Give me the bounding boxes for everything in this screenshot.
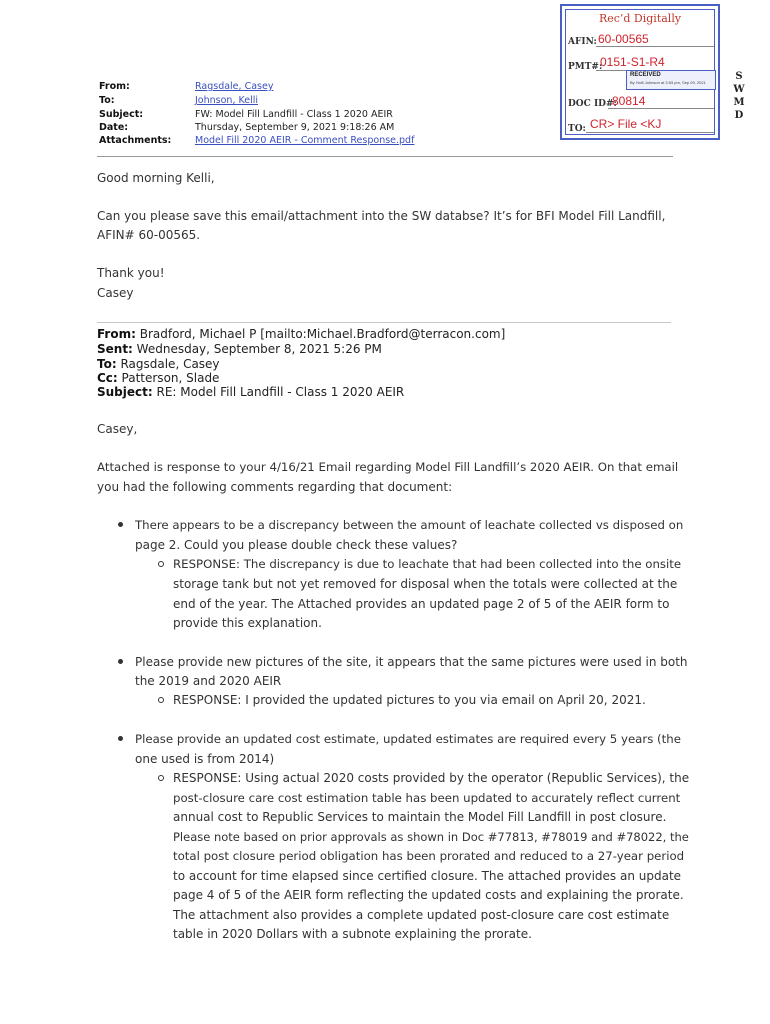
forward-subject xyxy=(97,385,404,399)
header-divider xyxy=(97,156,673,157)
forward-to xyxy=(97,357,220,371)
header-from-label: From: xyxy=(99,81,130,92)
stamp-afin-label: AFIN: xyxy=(568,37,597,47)
stamp-doc-line xyxy=(608,108,714,109)
stamp-to-label: TO: xyxy=(568,124,586,134)
forward-from xyxy=(97,327,505,341)
response-line: RESPONSE: Using actual 2020 costs provided by the operator (Republic Services), the xyxy=(173,771,690,785)
swmd-letter: D xyxy=(734,110,744,121)
bullet-ring xyxy=(158,561,164,567)
comment-line: Please provide new pictures of the site, it appears that the same pictures were used in both xyxy=(135,655,688,669)
comment-line: Please provide an updated cost estimate, updated estimates are required every 5 years (the xyxy=(135,732,681,746)
signoff-line: Casey xyxy=(97,286,134,300)
header-to-label: To: xyxy=(99,95,115,106)
stamp-pmt-value: 0151-S1-R4 xyxy=(600,55,665,69)
bullet-dot xyxy=(118,659,123,664)
bullet-dot xyxy=(118,522,123,527)
forward-divider xyxy=(97,322,671,323)
response-line: annual cost to Republic Services to maintain the Model Fill Landfill in post closure. xyxy=(173,810,667,824)
stamp-pmt-label: PMT#: xyxy=(568,62,603,72)
response-line: table in 2020 Dollars with a subnote explaining the prorate. xyxy=(173,927,532,941)
received-date-stamp xyxy=(626,70,716,90)
received-title: RECEIVED xyxy=(630,72,661,78)
header-subject-value: FW: Model Fill Landfill - Class 1 2020 AEIR xyxy=(195,109,393,120)
forward-from-label: From: xyxy=(97,327,136,341)
response-line: RESPONSE: The discrepancy is due to leachate that had been collected into the onsite xyxy=(173,557,682,571)
response-line: to account for time elapsed since certified closure. The attached provides an update xyxy=(173,869,682,883)
header-from-value[interactable]: Ragsdale, Casey xyxy=(195,81,274,92)
response-line: Please note based on prior approvals as shown in Doc #77813, #78019 and #78022, the xyxy=(173,830,689,844)
forward-sent-value: Wednesday, September 8, 2021 5:26 PM xyxy=(132,342,382,356)
header-date-label: Date: xyxy=(99,122,129,133)
response-line: total post closure period obligation has been prorated and reduced to a 27-year period xyxy=(173,849,685,863)
stamp-doc-value: 80814 xyxy=(612,94,646,108)
bullet-dot xyxy=(118,736,123,741)
swmd-letter: S xyxy=(735,71,743,82)
stamp-afin-value: 60-00565 xyxy=(598,32,649,46)
stamp-to-value: CR> File <KJ xyxy=(590,117,662,131)
salutation: Casey, xyxy=(97,422,138,436)
stamp-to-line xyxy=(586,132,714,133)
forward-from-value: Bradford, Michael P [mailto:Michael.Bradford@terracon.com] xyxy=(135,327,506,341)
forward-subject-value: RE: Model Fill Landfill - Class 1 2020 AEIR xyxy=(152,385,405,399)
forward-sent-label: Sent: xyxy=(97,342,133,356)
bullet-ring xyxy=(158,775,164,781)
forward-cc-label: Cc: xyxy=(97,371,118,385)
body-line: Attached is response to your 4/16/21 Email regarding Model Fill Landfill’s 2020 AEIR. On that email xyxy=(97,460,679,474)
response-line: storage tank but not yet removed for disposal when the totals were collected at the xyxy=(173,577,678,591)
bullet-ring xyxy=(158,697,164,703)
stamp-title: Rec’d Digitally xyxy=(598,12,682,25)
response-line: The attachment also provides a complete updated post-closure care cost estimate xyxy=(173,908,670,922)
forward-sent xyxy=(97,342,382,356)
body-line: you had the following comments regarding that document: xyxy=(97,480,453,494)
response-line: provide this explanation. xyxy=(173,616,322,630)
swmd-letter: M xyxy=(733,97,745,108)
received-subtitle: By Holli Johnson at 3:53 pm, Sep 09, 2021 xyxy=(630,80,706,85)
response-line: end of the year. The Attached provides an updated page 2 of 5 of the AEIR form to xyxy=(173,597,670,611)
response-line: page 4 of 5 of the AEIR form reflecting the updated costs and explaining the prorate. xyxy=(173,888,684,902)
body-line: Can you please save this email/attachment into the SW databse? It’s for BFI Model Fill Landfill, xyxy=(97,209,666,223)
body-line: AFIN# 60-00565. xyxy=(97,228,201,242)
header-date-value: Thursday, September 9, 2021 9:18:26 AM xyxy=(195,122,395,133)
thanks-line: Thank you! xyxy=(97,266,165,280)
stamp-afin-line xyxy=(596,46,714,47)
comment-line: There appears to be a discrepancy between the amount of leachate collected vs disposed on xyxy=(135,518,684,532)
comment-line: the 2019 and 2020 AEIR xyxy=(135,674,282,688)
header-attachments-label: Attachments: xyxy=(99,135,172,146)
comment-line: page 2. Could you please double check these values? xyxy=(135,538,458,552)
forward-to-label: To: xyxy=(97,357,117,371)
attachment-link[interactable]: Model Fill 2020 AEIR - Comment Response.pdf xyxy=(195,135,415,146)
stamp-doc-label: DOC ID#: xyxy=(568,99,617,109)
forward-cc xyxy=(97,371,219,385)
forward-to-value: Ragsdale, Casey xyxy=(116,357,220,371)
forward-subject-label: Subject: xyxy=(97,385,153,399)
response-line: RESPONSE: I provided the updated pictures to you via email on April 20, 2021. xyxy=(173,693,646,707)
response-line: post-closure care cost estimation table has been updated to accurately reflect current xyxy=(173,791,681,805)
comment-line: one used is from 2014) xyxy=(135,752,275,766)
header-to-value[interactable]: Johnson, Kelli xyxy=(195,95,258,106)
forward-cc-value: Patterson, Slade xyxy=(117,371,220,385)
greeting: Good morning Kelli, xyxy=(97,171,215,185)
swmd-letter: W xyxy=(733,84,745,95)
swmd-letters xyxy=(733,70,745,122)
header-subject-label: Subject: xyxy=(99,109,144,120)
stamp-pmt-line xyxy=(596,70,626,71)
